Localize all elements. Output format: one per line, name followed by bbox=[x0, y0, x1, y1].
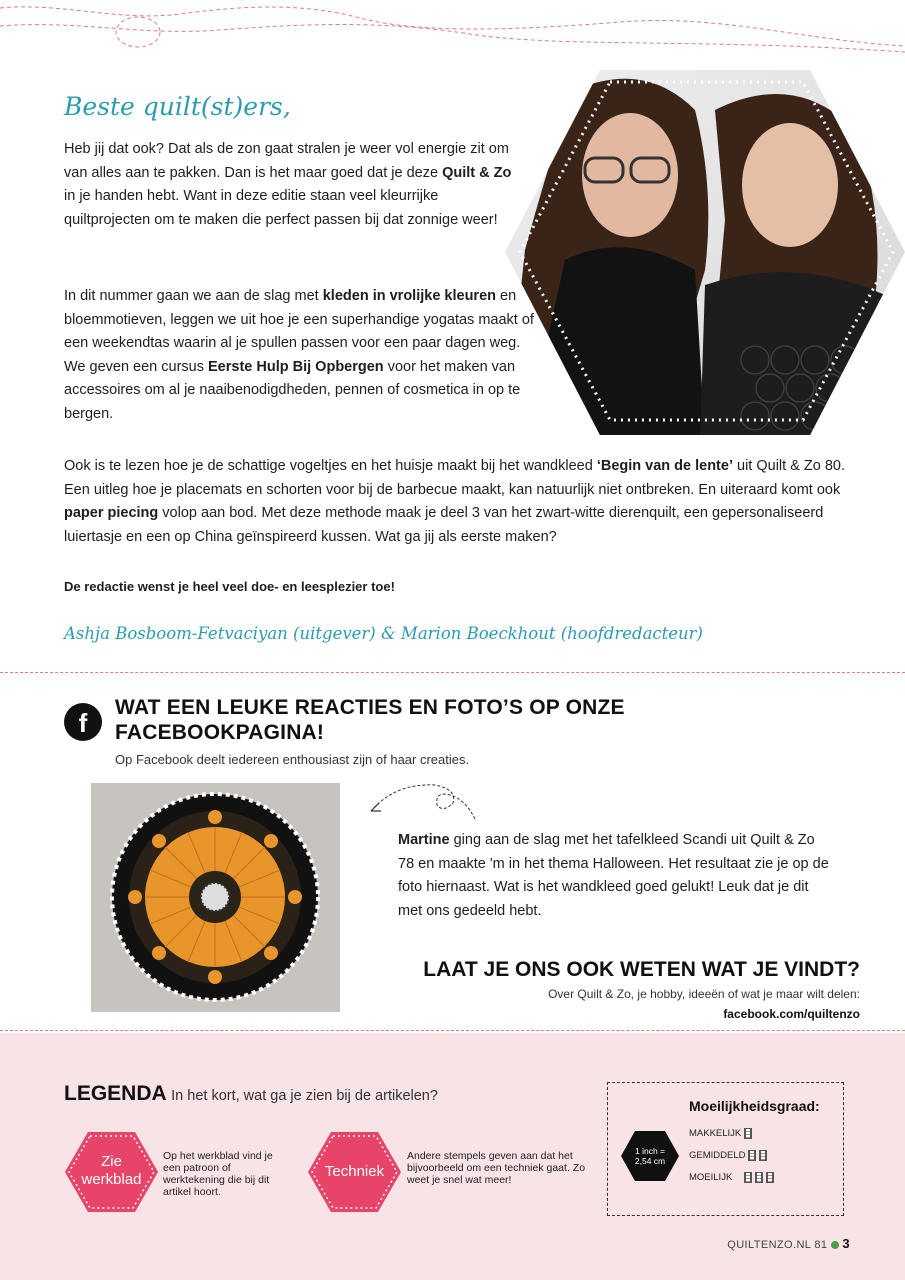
body-text: volop aan bod. Met deze methode maak je deel 3 van het zwart-witte dierenquilt, een gepersonaliseerd luiertasje en een op China geïnspireerd kussen. Wat ga jij als eerste maken? bbox=[64, 505, 824, 545]
body-text: In dit nummer gaan we aan de slag met bbox=[64, 288, 323, 304]
spool-icon bbox=[759, 1150, 767, 1161]
closing-wish: De redactie wenst je heel veel doe- en leesplezier toe! bbox=[64, 579, 395, 594]
cta-title: LAAT JE ONS OOK WETEN WAT JE VINDT? bbox=[423, 958, 860, 981]
werkblad-badge: Zie werkblad bbox=[64, 1131, 159, 1213]
facebook-subtitle: Op Facebook deelt iedereen enthousiast zijn of haar creaties. bbox=[115, 752, 470, 767]
intro-paragraph bbox=[64, 138, 524, 232]
level-moeilijk: MOEILIJK bbox=[689, 1166, 774, 1188]
divider-top bbox=[0, 672, 905, 673]
emphasis-text: Quilt & Zo bbox=[442, 164, 512, 181]
facebook-title: WAT EEN LEUKE REACTIES EN FOTO’S OP ONZE FACEBOOKPAGINA! bbox=[115, 696, 625, 744]
spool-icon bbox=[766, 1172, 774, 1183]
signature: Ashja Bosboom-Fetvaciyan (uitgever) & Marion Boeckhout (hoofdredacteur) bbox=[64, 624, 703, 643]
facebook-story bbox=[398, 829, 833, 923]
body-text: Ook is te lezen hoe je de schattige vogeltjes en het huisje maakt bij het wandkleed bbox=[64, 458, 597, 474]
werkblad-description: Op het werkblad vind je een patroon of werktekening die bij dit artikel hoort. bbox=[163, 1150, 273, 1198]
footer-issue: 81 bbox=[814, 1239, 828, 1251]
tablecloth-photo bbox=[91, 783, 340, 1012]
body-text: ging aan de slag met het tafelkleed Scandi uit Quilt & Zo 78 en maakte 'm in het thema Halloween. Het resultaat zie je op de foto hiernaast. Wat is het wandkleed goed gelukt! Leuk dat je dit met ons gedeeld hebt. bbox=[398, 832, 829, 919]
facebook-icon: f bbox=[64, 703, 102, 741]
techniek-description: Andere stempels geven aan dat het bijvoorbeeld om een techniek gaat. Zo weet je snel wat meer! bbox=[407, 1150, 586, 1186]
emphasis-text: Eerste Hulp Bij Opbergen bbox=[208, 358, 384, 375]
level-gemiddeld: GEMIDDELD bbox=[689, 1144, 774, 1166]
cta-subtitle: Over Quilt & Zo, je hobby, ideeën of wat je maar wilt delen: bbox=[548, 987, 860, 1001]
hexagon-bullet-icon bbox=[831, 1241, 839, 1249]
difficulty-title: Moeilijkheidsgraad: bbox=[689, 1098, 820, 1114]
divider-bottom bbox=[0, 1030, 905, 1031]
editors-portrait bbox=[505, 70, 905, 440]
footer-site: QUILTENZO.NL bbox=[727, 1239, 811, 1251]
emphasis-text: Martine bbox=[398, 832, 450, 848]
body-text: in je handen hebt. Want in deze editie staan veel kleurrijke quiltprojecten om te maken die perfect passen bij dat zonnige weer! bbox=[64, 188, 498, 228]
projects-paragraph bbox=[64, 455, 849, 549]
legend-title: LEGENDA bbox=[64, 1082, 167, 1105]
emphasis-text: kleden in vrolijke kleuren bbox=[322, 288, 496, 304]
difficulty-levels bbox=[689, 1122, 774, 1188]
body-text: voor het maken van accessoires om al je naaibenodigdheden, pennen of cosmetica in op te bergen. bbox=[64, 358, 521, 422]
spool-icon bbox=[755, 1172, 763, 1183]
level-makkelijk: MAKKELIJK bbox=[689, 1122, 774, 1144]
spool-icon bbox=[744, 1172, 752, 1183]
facebook-link[interactable]: facebook.com/quiltenzo bbox=[723, 1007, 860, 1021]
emphasis-text: ‘Begin van de lente’ bbox=[596, 458, 733, 474]
top-decoration bbox=[0, 0, 905, 60]
body-text: Heb jij dat ook? Dat als de zon gaat stralen je weer vol energie zit om van alles aan te pakken. Dan is het maar goed dat je deze bbox=[64, 141, 509, 181]
page-footer bbox=[700, 1236, 850, 1251]
greeting: Beste quilt(st)ers, bbox=[64, 92, 291, 121]
body-text: en bloemmotieven, leggen we uit hoe je een superhandige yogatas maakt of een weekendtas waarin al je spullen passen voor een paar dagen weg. We geven een cursus bbox=[64, 288, 534, 375]
techniek-badge: Techniek bbox=[307, 1131, 402, 1213]
page-number: 3 bbox=[842, 1236, 850, 1251]
legend-heading bbox=[64, 1082, 438, 1106]
body-text: uit Quilt & Zo 80. Een uitleg hoe je placemats en schorten voor bij de barbecue maakt, kan natuurlijk niet ontbreken. En uiteraard komt ook bbox=[64, 458, 846, 498]
contents-paragraph bbox=[64, 285, 534, 426]
inch-conversion-badge: 1 inch = 2,54 cm bbox=[620, 1130, 680, 1182]
emphasis-text: paper piecing bbox=[64, 505, 159, 521]
spool-icon bbox=[744, 1128, 752, 1139]
legend-subtitle: In het kort, wat ga je zien bij de artikelen? bbox=[171, 1088, 438, 1104]
pointer-arrow-icon bbox=[365, 781, 480, 821]
spool-icon bbox=[748, 1150, 756, 1161]
